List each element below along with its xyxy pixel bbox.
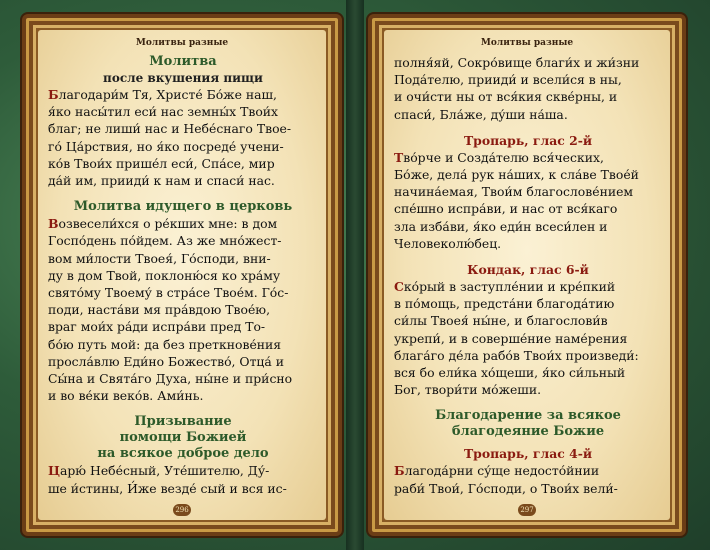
text-line: [48, 301, 318, 318]
line-text: свято́му Твоему́ в стра́се Твое́м. Го́с-: [48, 285, 289, 301]
line-text: спе́шно испра́ви, и нас от вся́каго: [394, 201, 618, 217]
text-line: [48, 120, 318, 137]
text-line: [394, 330, 662, 347]
spacer: [394, 123, 662, 133]
line-text: я́ко насы́тил еси́ нас земны́х Твои́х: [48, 104, 279, 120]
page-text: [48, 54, 318, 497]
line-text: да́й им, прииди́ к нам и спаси́ нас.: [48, 173, 275, 189]
prayer-paragraph: [394, 462, 662, 496]
text-line: [48, 155, 318, 172]
line-text: Человеколю́бец.: [394, 235, 502, 251]
text-line: [48, 387, 318, 404]
line-text: ду в дом Твой, поклоню́ся ко хра́му: [48, 267, 281, 283]
text-line: [394, 149, 662, 166]
line-text: Бо́же, дела́ рук на́ших, к сла́ве Твое́й: [394, 167, 639, 183]
prayer-heading: на всякое доброе дело: [97, 446, 269, 462]
line-text: си́лы Твоея́ ны́не, и благослови́в: [394, 313, 608, 329]
text-line: [394, 381, 662, 398]
line-text: вся бо ели́ка хо́щеши, я́ко си́льный: [394, 365, 626, 381]
text-line: [394, 462, 662, 479]
text-line: [48, 103, 318, 120]
spacer: [394, 252, 662, 262]
spacer: [48, 189, 318, 199]
hymn-label: Тропарь, глас 4-й: [463, 446, 593, 462]
prayer-heading: Молитва идущего в церковь: [73, 199, 293, 215]
parchment-area: [38, 30, 326, 520]
text-line: [48, 267, 318, 284]
text-line: [394, 347, 662, 364]
line-text: благ; не лиши́ нас и Небе́снаго Твое-: [48, 121, 292, 137]
text-line: [48, 86, 318, 103]
line-text: во́рче и Созда́телю вся́ческих,: [403, 149, 604, 165]
spacer: [394, 398, 662, 408]
prayer-subheading: после вкушения пищи: [103, 71, 263, 85]
line-text: ко́в Твои́х прише́л еси́, Спа́се, мир: [48, 155, 275, 171]
page-number: 296: [173, 504, 191, 516]
left-page: [0, 0, 350, 550]
line-text: и очи́сти ны от вся́кия скве́рны, и: [394, 89, 618, 105]
text-line: [394, 312, 662, 329]
prayer-paragraph: [48, 462, 318, 496]
page-number: 297: [518, 504, 536, 516]
text-line: [48, 232, 318, 249]
line-text: полня́яй, Сокро́вище благи́х и жи́зни: [394, 55, 640, 70]
prayer-heading: помощи Божией: [119, 430, 247, 446]
text-line: [394, 295, 662, 312]
prayer-paragraph: [394, 149, 662, 252]
prayer-paragraph: [394, 278, 662, 398]
line-text: вом ми́лости Твоея́, Го́споди, вни-: [48, 250, 271, 266]
text-line: [394, 54, 662, 71]
ornamental-frame: [22, 14, 342, 536]
drop-cap: Б: [394, 463, 405, 479]
text-line: [394, 183, 662, 200]
hymn-label: Тропарь, глас 2-й: [463, 132, 593, 148]
line-text: озвесели́хся о ре́кших мне: в дом: [58, 216, 278, 232]
text-line: [48, 318, 318, 335]
text-line: [48, 250, 318, 267]
line-text: лагода́рни су́ще недосто́йнии: [404, 463, 600, 479]
text-line: [48, 480, 318, 497]
text-line: [48, 370, 318, 387]
line-text: бо́ю путь мой: да без преткнове́ния: [48, 336, 282, 352]
line-text: в по́мощь, предста́ни благода́тию: [394, 296, 615, 312]
line-text: блага́го де́ла рабо́в Твои́х произведи́:: [394, 347, 639, 363]
line-text: Пода́телю, прииди́ и всели́ся в ны,: [394, 72, 622, 88]
line-text: враг мои́х ра́ди испра́ви пред То-: [48, 319, 266, 335]
prayer-paragraph: [48, 86, 318, 189]
line-text: Госпо́день по́йдем. Аз же мно́жест-: [48, 233, 282, 249]
text-line: [48, 284, 318, 301]
drop-cap: Т: [394, 149, 404, 165]
line-text: го́ Ца́рствия, но я́ко посреде́ учени-: [48, 138, 284, 154]
prayer-paragraph: [48, 215, 318, 404]
hymn-label: Кондак, глас 6-й: [467, 262, 589, 278]
right-page: [360, 0, 710, 550]
text-line: [394, 88, 662, 105]
spacer: [48, 404, 318, 414]
line-text: зла изба́ви, я́ко еди́н всеси́лен и: [394, 218, 608, 234]
line-text: лагодари́м Тя, Христе́ Бо́же наш,: [58, 87, 277, 102]
line-text: арю́ Небе́сный, Уте́шителю, Ду́-: [59, 463, 270, 479]
running-header: Молитвы разные: [135, 38, 229, 48]
text-line: [394, 106, 662, 123]
text-line: [394, 278, 662, 295]
line-text: начина́емая, Твои́м благослове́нием: [394, 184, 634, 200]
drop-cap: Ц: [48, 463, 60, 479]
text-line: [394, 218, 662, 235]
prayer-paragraph: [394, 54, 662, 123]
page-text: [394, 54, 662, 497]
prayer-heading: благодеяние Божие: [451, 424, 605, 440]
line-text: поди, наста́ви мя пра́вдою Твое́ю,: [48, 302, 271, 318]
prayer-heading: Призывание: [134, 414, 232, 430]
line-text: укрепи́, и в соверше́ние наме́рения: [394, 330, 628, 346]
line-text: просла́влю Еди́но Божество́, Отца́ и: [48, 353, 284, 369]
text-line: [394, 71, 662, 88]
line-text: ше и́стины, И́же везде́ сый и вся ис-: [48, 480, 287, 496]
text-line: [394, 480, 662, 497]
text-line: [394, 166, 662, 183]
line-text: и во ве́ки веко́в. Ами́нь.: [48, 388, 204, 404]
text-line: [48, 462, 318, 479]
text-line: [394, 235, 662, 252]
drop-cap: В: [48, 216, 59, 232]
running-header: Молитвы разные: [480, 38, 574, 48]
text-line: [48, 215, 318, 232]
drop-cap: С: [394, 279, 404, 295]
ornamental-frame: [368, 14, 686, 536]
prayer-heading: Молитва: [149, 54, 217, 69]
drop-cap: Б: [48, 87, 59, 102]
text-line: [48, 172, 318, 189]
line-text: Сы́на и Свята́го Духа, ны́не и при́сно: [48, 371, 293, 387]
line-text: ко́рый в заступле́нии и кре́пкий: [403, 279, 616, 295]
line-text: спаси́, Бла́же, ду́ши на́ша.: [394, 106, 568, 122]
text-line: [48, 336, 318, 353]
parchment-area: [384, 30, 670, 520]
text-line: [394, 200, 662, 217]
text-line: [48, 353, 318, 370]
text-line: [394, 364, 662, 381]
text-line: [48, 138, 318, 155]
line-text: Бог, твори́ти мо́жеши.: [394, 382, 542, 398]
line-text: раби́ Твои́, Го́споди, о Твои́х вели́-: [394, 480, 618, 496]
prayer-heading: Благодарение за всякое: [435, 408, 621, 424]
